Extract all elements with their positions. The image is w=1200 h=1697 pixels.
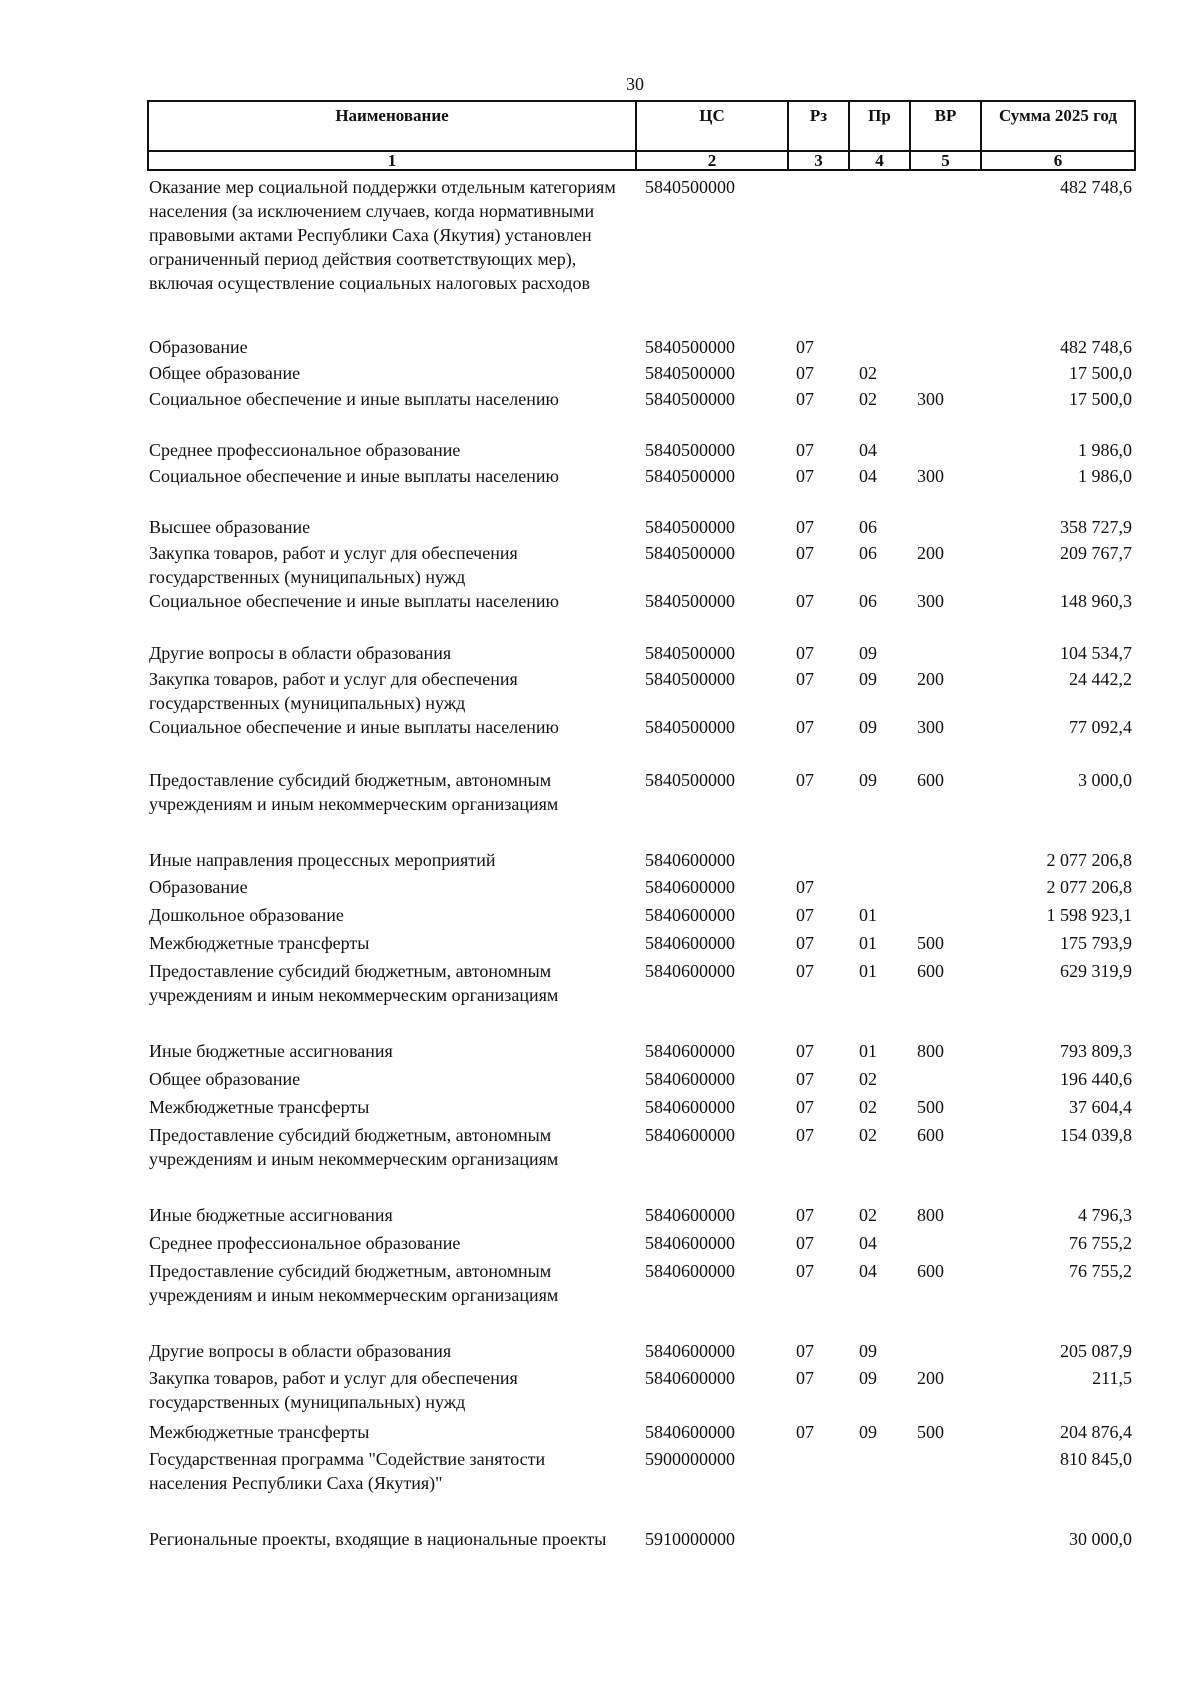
row-rz: 07: [796, 440, 814, 460]
row-name: Иные бюджетные ассигнования: [149, 1041, 393, 1061]
row-pr: 02: [859, 1097, 877, 1117]
row-pr: 06: [859, 543, 877, 563]
row-vr: 500: [917, 1422, 944, 1442]
row-cs: 5840600000: [645, 1422, 735, 1442]
table-row: [149, 1203, 1134, 1231]
row-name: Предоставление субсидий бюджетным, автономным учреждениям и иным некоммерческим организациям: [149, 1261, 559, 1305]
row-sum: 154 039,8: [1060, 1125, 1132, 1145]
row-rz: 07: [796, 1125, 814, 1145]
row-rz: 07: [796, 717, 814, 737]
row-cs: 5840600000: [645, 1368, 735, 1388]
row-rz: 07: [796, 337, 814, 357]
table-row: [149, 931, 1134, 959]
table-row: [149, 641, 1134, 667]
row-pr: 01: [859, 1041, 877, 1061]
header-rz: Рз: [788, 101, 849, 151]
row-sum: 1 986,0: [1078, 466, 1132, 486]
table-row: [149, 1339, 1134, 1366]
row-rz: 07: [796, 1368, 814, 1388]
row-sum: 77 092,4: [1069, 717, 1132, 737]
row-sum: 3 000,0: [1078, 770, 1132, 790]
table-row: [149, 589, 1134, 641]
row-rz: 07: [796, 543, 814, 563]
table-row: [149, 848, 1134, 875]
header-pr: Пр: [849, 101, 910, 151]
table-row: [149, 768, 1134, 848]
row-sum: 793 809,3: [1060, 1041, 1132, 1061]
row-sum: 2 077 206,8: [1046, 850, 1132, 870]
row-rz: 07: [796, 363, 814, 383]
row-rz: 07: [796, 770, 814, 790]
table-body: [149, 175, 1134, 1577]
table-row: [149, 875, 1134, 903]
row-rz: 07: [796, 669, 814, 689]
table-row: [149, 959, 1134, 1039]
row-vr: 300: [917, 389, 944, 409]
row-cs: 5840500000: [645, 543, 735, 563]
row-name: Предоставление субсидий бюджетным, автономным учреждениям и иным некоммерческим организациям: [149, 770, 559, 814]
row-rz: 07: [796, 905, 814, 925]
row-pr: 01: [859, 905, 877, 925]
table-row: [149, 1039, 1134, 1067]
row-rz: 07: [796, 933, 814, 953]
table-row: [149, 438, 1134, 464]
row-cs: 5840500000: [645, 591, 735, 611]
row-name: Закупка товаров, работ и услуг для обеспечения государственных (муниципальных) нужд: [149, 669, 518, 713]
row-name: Социальное обеспечение и иные выплаты населению: [149, 466, 559, 486]
row-sum: 196 440,6: [1060, 1069, 1132, 1089]
table-row: [149, 1231, 1134, 1259]
row-sum: 24 442,2: [1069, 669, 1132, 689]
row-name: Закупка товаров, работ и услуг для обеспечения государственных (муниципальных) нужд: [149, 1368, 518, 1412]
row-name: Межбюджетные трансферты: [149, 933, 370, 953]
row-cs: 5840500000: [645, 717, 735, 737]
row-name: Иные бюджетные ассигнования: [149, 1205, 393, 1225]
row-cs: 5840600000: [645, 905, 735, 925]
row-vr: 500: [917, 1097, 944, 1117]
row-cs: 5840600000: [645, 877, 735, 897]
row-name: Предоставление субсидий бюджетным, автономным учреждениям и иным некоммерческим организациям: [149, 961, 559, 1005]
row-vr: 800: [917, 1041, 944, 1061]
row-pr: 02: [859, 1205, 877, 1225]
row-pr: 04: [859, 1261, 877, 1281]
row-name: Региональные проекты, входящие в национальные проекты: [149, 1529, 607, 1549]
row-pr: 09: [859, 1341, 877, 1361]
table-row: [149, 361, 1134, 387]
row-name: Межбюджетные трансферты: [149, 1422, 370, 1442]
row-name: Дошкольное образование: [149, 905, 344, 925]
row-vr: 300: [917, 717, 944, 737]
row-sum: 30 000,0: [1069, 1529, 1132, 1549]
header-name: Наименование: [148, 101, 636, 151]
row-vr: 600: [917, 770, 944, 790]
row-sum: 2 077 206,8: [1046, 877, 1132, 897]
row-cs: 5840500000: [645, 363, 735, 383]
table-row: [149, 1123, 1134, 1203]
row-rz: 07: [796, 517, 814, 537]
row-rz: 07: [796, 466, 814, 486]
row-cs: 5840500000: [645, 337, 735, 357]
row-rz: 07: [796, 591, 814, 611]
row-sum: 37 604,4: [1069, 1097, 1132, 1117]
row-rz: 07: [796, 1069, 814, 1089]
row-cs: 5900000000: [645, 1449, 735, 1469]
row-sum: 104 534,7: [1060, 643, 1132, 663]
row-name: Иные направления процессных мероприятий: [149, 850, 496, 870]
row-vr: 300: [917, 466, 944, 486]
row-sum: 17 500,0: [1069, 363, 1132, 383]
row-sum: 482 748,6: [1060, 337, 1132, 357]
row-name: Другие вопросы в области образования: [149, 1341, 452, 1361]
table-row: [149, 515, 1134, 541]
row-name: Образование: [149, 337, 248, 357]
row-name: Высшее образование: [149, 517, 311, 537]
row-cs: 5840500000: [645, 389, 735, 409]
row-name: Социальное обеспечение и иные выплаты населению: [149, 591, 559, 611]
row-sum: 175 793,9: [1060, 933, 1132, 953]
row-pr: 09: [859, 669, 877, 689]
table-row: [149, 175, 1134, 335]
row-name: Общее образование: [149, 1069, 301, 1089]
row-rz: 07: [796, 877, 814, 897]
row-pr: 04: [859, 466, 877, 486]
header-num: 6: [981, 151, 1135, 170]
header-num: 3: [788, 151, 849, 170]
row-pr: 04: [859, 440, 877, 460]
row-rz: 07: [796, 1261, 814, 1281]
row-rz: 07: [796, 1341, 814, 1361]
row-cs: 5840600000: [645, 1341, 735, 1361]
row-sum: 76 755,2: [1069, 1261, 1132, 1281]
row-cs: 5840600000: [645, 961, 735, 981]
row-vr: 600: [917, 961, 944, 981]
table-row: [149, 1095, 1134, 1123]
header-num: 1: [148, 151, 636, 170]
table-row: [149, 541, 1134, 589]
table-row: [149, 903, 1134, 931]
header-num: 2: [636, 151, 788, 170]
table-row: [149, 1447, 1134, 1527]
row-cs: 5840500000: [645, 440, 735, 460]
row-cs: 5840600000: [645, 1205, 735, 1225]
row-rz: 07: [796, 1233, 814, 1253]
table-row: [149, 1366, 1134, 1420]
row-pr: 01: [859, 961, 877, 981]
row-sum: 209 767,7: [1060, 543, 1132, 563]
row-cs: 5840600000: [645, 1069, 735, 1089]
row-cs: 5840500000: [645, 466, 735, 486]
table-header: [147, 100, 1136, 171]
row-name: Образование: [149, 877, 248, 897]
header-num: 5: [910, 151, 981, 170]
header-vr: ВР: [910, 101, 981, 151]
row-sum: 211,5: [1092, 1368, 1132, 1388]
row-name: Закупка товаров, работ и услуг для обеспечения государственных (муниципальных) нужд: [149, 543, 518, 587]
table-row: [149, 1259, 1134, 1339]
row-name: Общее образование: [149, 363, 301, 383]
row-name: Другие вопросы в области образования: [149, 643, 452, 663]
row-sum: 358 727,9: [1060, 517, 1132, 537]
header-sum: Сумма 2025 год: [981, 101, 1135, 151]
row-pr: 09: [859, 643, 877, 663]
row-cs: 5840500000: [645, 669, 735, 689]
table-row: [149, 464, 1134, 515]
row-cs: 5840600000: [645, 1041, 735, 1061]
table-row: [149, 715, 1134, 768]
row-cs: 5840600000: [645, 1125, 735, 1145]
row-rz: 07: [796, 961, 814, 981]
row-pr: 06: [859, 591, 877, 611]
row-name: Среднее профессиональное образование: [149, 1233, 461, 1253]
row-sum: 1 598 923,1: [1046, 905, 1132, 925]
header-num: 4: [849, 151, 910, 170]
row-vr: 200: [917, 543, 944, 563]
row-name: Среднее профессиональное образование: [149, 440, 461, 460]
row-pr: 09: [859, 717, 877, 737]
row-pr: 02: [859, 1069, 877, 1089]
row-cs: 5840600000: [645, 1233, 735, 1253]
row-vr: 200: [917, 669, 944, 689]
row-rz: 07: [796, 1041, 814, 1061]
row-pr: 02: [859, 363, 877, 383]
table-row: [149, 1067, 1134, 1095]
row-vr: 800: [917, 1205, 944, 1225]
row-sum: 629 319,9: [1060, 961, 1132, 981]
row-pr: 02: [859, 389, 877, 409]
row-rz: 07: [796, 389, 814, 409]
header-cs: ЦС: [636, 101, 788, 151]
row-pr: 06: [859, 517, 877, 537]
table-row: [149, 1527, 1134, 1577]
row-sum: 1 986,0: [1078, 440, 1132, 460]
row-pr: 02: [859, 1125, 877, 1145]
row-cs: 5840600000: [645, 850, 735, 870]
row-pr: 01: [859, 933, 877, 953]
row-name: Межбюджетные трансферты: [149, 1097, 370, 1117]
row-name: Предоставление субсидий бюджетным, автономным учреждениям и иным некоммерческим организациям: [149, 1125, 559, 1169]
row-name: Оказание мер социальной поддержки отдельным категориям населения (за исключением случаев, когда нормативными правовыми актами Республики Саха (Якутия) установлен ограниченный период действия соответствующих мер), включая осуществление социальных налоговых расходов: [149, 177, 616, 293]
row-vr: 600: [917, 1261, 944, 1281]
row-sum: 4 796,3: [1078, 1205, 1132, 1225]
row-rz: 07: [796, 643, 814, 663]
row-sum: 76 755,2: [1069, 1233, 1132, 1253]
row-pr: 09: [859, 770, 877, 790]
row-cs: 5910000000: [645, 1529, 735, 1549]
row-rz: 07: [796, 1205, 814, 1225]
row-cs: 5840600000: [645, 1097, 735, 1117]
row-name: Социальное обеспечение и иные выплаты населению: [149, 717, 559, 737]
row-sum: 148 960,3: [1060, 591, 1132, 611]
row-rz: 07: [796, 1422, 814, 1442]
row-sum: 482 748,6: [1060, 177, 1132, 197]
row-cs: 5840500000: [645, 643, 735, 663]
row-name: Государственная программа "Содействие занятости населения Республики Саха (Якутия)": [149, 1449, 546, 1493]
row-sum: 205 087,9: [1060, 1341, 1132, 1361]
row-cs: 5840600000: [645, 933, 735, 953]
row-cs: 5840500000: [645, 517, 735, 537]
table-row: [149, 667, 1134, 715]
page-number: 30: [626, 74, 644, 94]
table-row: [149, 387, 1134, 438]
row-vr: 200: [917, 1368, 944, 1388]
row-name: Социальное обеспечение и иные выплаты населению: [149, 389, 559, 409]
row-cs: 5840500000: [645, 770, 735, 790]
row-pr: 09: [859, 1422, 877, 1442]
row-vr: 600: [917, 1125, 944, 1145]
row-cs: 5840500000: [645, 177, 735, 197]
row-rz: 07: [796, 1097, 814, 1117]
table-row: [149, 1420, 1134, 1447]
row-pr: 09: [859, 1368, 877, 1388]
row-pr: 04: [859, 1233, 877, 1253]
row-vr: 300: [917, 591, 944, 611]
row-vr: 500: [917, 933, 944, 953]
row-cs: 5840600000: [645, 1261, 735, 1281]
row-sum: 17 500,0: [1069, 389, 1132, 409]
row-sum: 204 876,4: [1060, 1422, 1132, 1442]
row-sum: 810 845,0: [1060, 1449, 1132, 1469]
table-row: [149, 335, 1134, 361]
